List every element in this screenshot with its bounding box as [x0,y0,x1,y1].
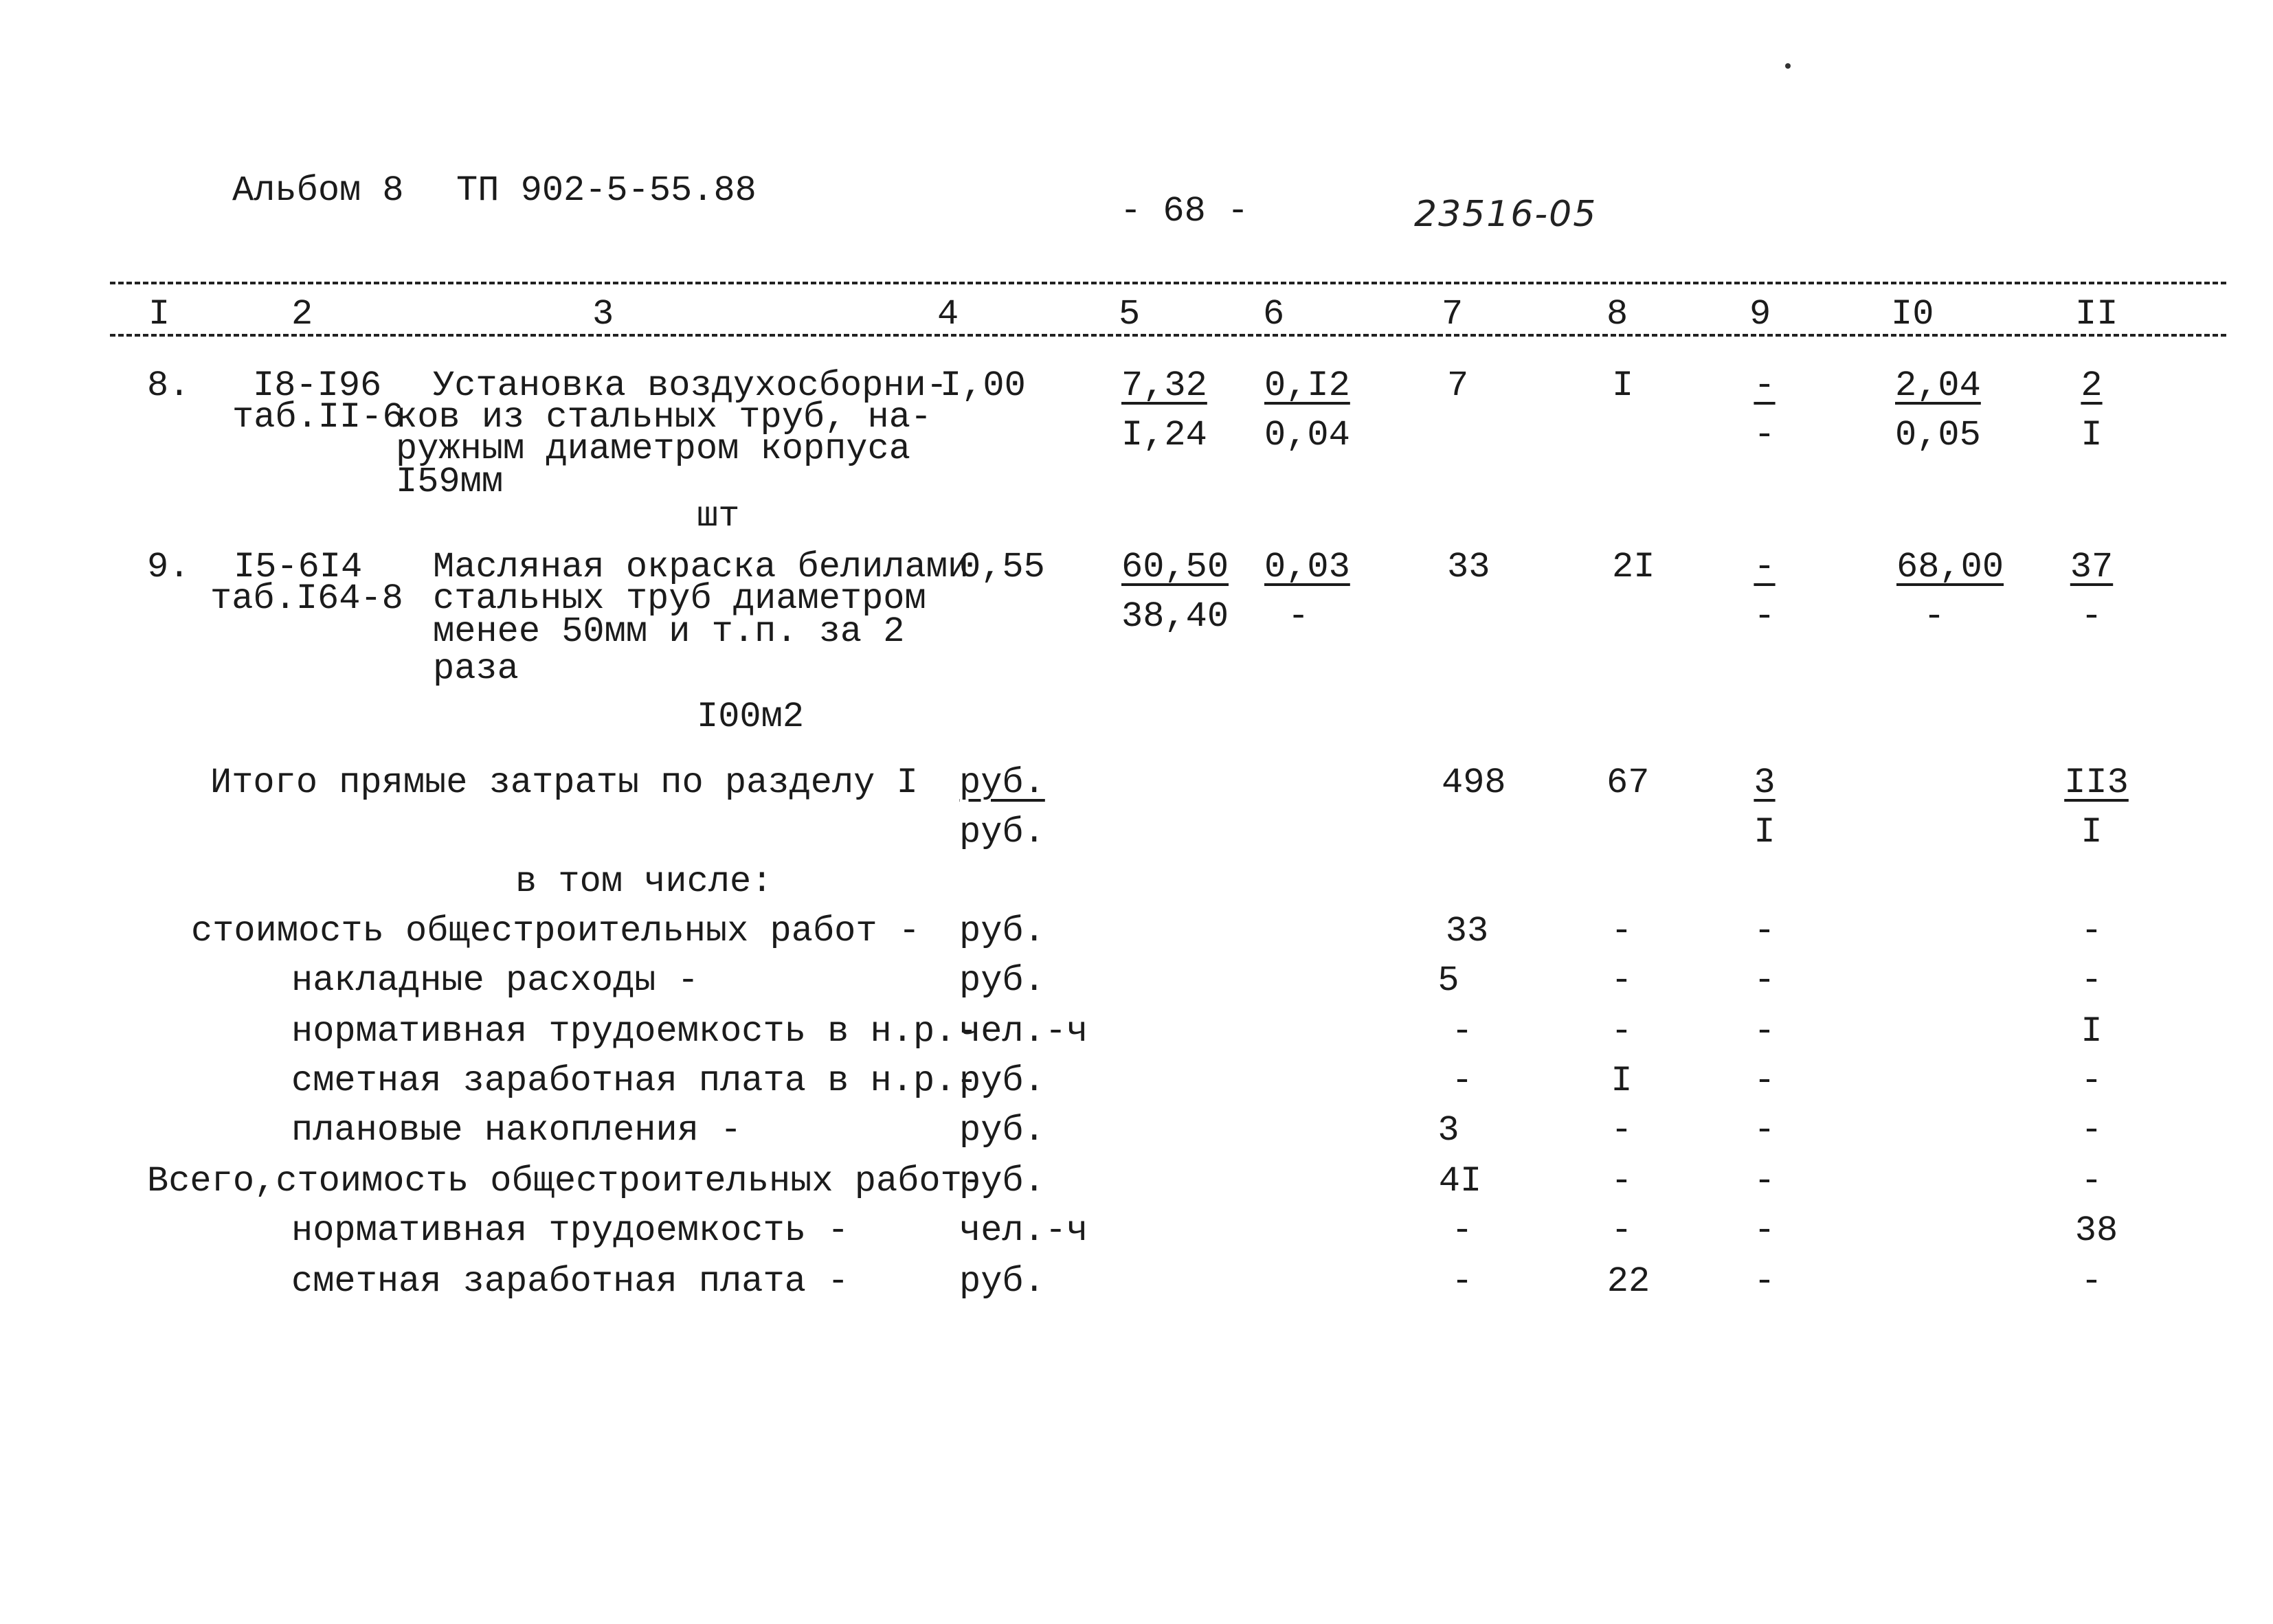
col-number-7: 7 [1442,294,1464,335]
breakdown-col9: - [1754,1011,1776,1052]
breakdown-col11: - [2081,911,2103,951]
col-number-2: 2 [291,294,313,335]
breakdown-col7: - [1451,1210,1473,1251]
col5-bottom: I,24 [1121,415,1207,455]
breakdown-col11: - [2081,1061,2103,1101]
breakdown-col7: - [1451,1011,1473,1052]
breakdown-unit: чел.-ч [959,1011,1088,1052]
col11-bottom: - [2081,596,2103,637]
description-line: стальных труб диаметром [433,578,926,619]
col9-bottom: - [1754,596,1776,637]
col-number-5: 5 [1119,294,1141,335]
breakdown-unit: руб. [959,1110,1045,1151]
col11-top: 2 [2081,365,2103,406]
breakdown-col7: - [1451,1061,1473,1101]
norm-code: I5-6I4 [234,547,363,587]
breakdown-col7: 4I [1438,1161,1482,1202]
breakdown-unit: руб. [959,911,1045,951]
description-line: Установка воздухосборни- [433,365,948,406]
breakdown-col11: - [2081,1110,2103,1151]
breakdown-label: накладные расходы - [291,960,699,1001]
breakdown-col9: - [1754,960,1776,1001]
breakdown-label: нормативная трудоемкость в н.р.- [291,1011,978,1052]
col-number-11: II [2075,294,2118,335]
col6-top: 0,03 [1264,547,1350,587]
total-col7: 498 [1442,763,1506,803]
col10-top: 68,00 [1896,547,2004,587]
col6-bottom: - [1288,596,1310,637]
quantity: 0,55 [959,547,1045,587]
handwritten-code: 23516-05 [1414,194,1598,235]
col11-top: 37 [2070,547,2114,587]
breakdown-unit: руб. [959,1261,1045,1302]
breakdown-col8: - [1611,911,1633,951]
breakdown-col11: - [2081,1161,2103,1202]
col11-bottom: I [2081,415,2103,455]
col-number-6: 6 [1263,294,1285,335]
col9-top: - [1754,547,1776,587]
description-line: ков из стальных труб, на- [396,397,932,438]
col6-bottom: 0,04 [1264,415,1350,455]
total-label: Итого прямые затраты по разделу I [210,763,918,803]
col8-value: I [1612,365,1634,406]
description-line: I59мм [396,462,504,502]
col-number-4: 4 [937,294,959,335]
breakdown-col8: - [1611,1011,1633,1052]
col-number-8: 8 [1606,294,1628,335]
breakdown-col11: - [2081,1261,2103,1302]
col7-value: 7 [1447,365,1469,406]
breakdown-col7: 3 [1437,1110,1459,1151]
breakdown-col8: 22 [1606,1261,1650,1302]
norm-table: таб.II-6 [232,397,404,438]
col5-top: 7,32 [1121,365,1207,406]
col10-bottom: 0,05 [1895,415,1981,455]
breakdown-col11: - [2081,960,2103,1001]
breakdown-col9: - [1754,1210,1776,1251]
total-col8: 67 [1606,763,1650,803]
breakdown-col8: - [1611,1110,1633,1151]
row-number: 8. [147,365,190,406]
page-number: - 68 - [1120,191,1249,232]
header-rule-top [110,282,2226,284]
col6-top: 0,I2 [1264,365,1350,406]
col5-bottom: 38,40 [1121,596,1229,637]
breakdown-label: Всего,стоимость общестроительных работ- [147,1161,983,1202]
total-unit-top: руб. [959,763,1045,803]
breakdown-label: сметная заработная плата в н.р.- [291,1061,978,1101]
breakdown-label: нормативная трудоемкость - [291,1210,849,1251]
breakdown-col7: - [1451,1261,1473,1302]
norm-table: таб.I64-8 [210,578,403,619]
total-col9-bottom: I [1754,812,1776,853]
row-number: 9. [147,547,190,587]
breakdown-col7: 33 [1445,911,1489,951]
col-number-10: I0 [1891,294,1934,335]
total-col9-top: 3 [1754,763,1776,803]
breakdown-label: плановые накопления - [291,1110,742,1151]
norm-code: I8-I96 [253,365,382,406]
col9-bottom: - [1754,415,1776,455]
breakdown-col11: 38 [2074,1210,2118,1251]
description-line: раза [433,649,519,689]
breakdown-col11: I [2081,1011,2103,1052]
col8-value: 2I [1612,547,1655,587]
breakdown-col9: - [1754,1110,1776,1151]
project-code: ТП 902-5-55.88 [456,170,757,211]
description-line: Масляная окраска белилами [433,547,970,587]
breakdown-col8: I [1611,1061,1633,1101]
col9-top: - [1754,365,1776,406]
description-line: менее 50мм и т.п. за 2 [433,611,905,652]
album-label: Альбом 8 [232,170,404,211]
breakdown-col9: - [1754,1261,1776,1302]
quantity: I,00 [940,365,1026,406]
description-line: ружным диаметром корпуса [396,429,910,469]
col-number-3: 3 [592,294,614,335]
breakdown-col9: - [1754,1161,1776,1202]
breakdown-col8: - [1611,1161,1633,1202]
breakdown-col9: - [1754,1061,1776,1101]
total-unit-bottom: руб. [959,812,1045,853]
col7-value: 33 [1447,547,1490,587]
breakdown-col7: 5 [1437,960,1459,1001]
speck [1785,63,1791,69]
breakdown-label: сметная заработная плата - [291,1261,849,1302]
col5-top: 60,50 [1121,547,1229,587]
breakdown-col8: - [1611,960,1633,1001]
breakdown-label: стоимость общестроительных работ - [191,911,920,951]
total-col11-top: II3 [2064,763,2129,803]
breakdown-unit: руб. [959,1161,1045,1202]
col-number-9: 9 [1749,294,1771,335]
breakdown-col9: - [1754,911,1776,951]
col10-bottom: - [1923,596,1945,637]
breakdown-unit: чел.-ч [959,1210,1088,1251]
col10-top: 2,04 [1895,365,1981,406]
unit: шт [697,496,740,537]
breakdown-unit: руб. [959,1061,1045,1101]
total-col11-bottom: I [2081,812,2103,853]
col-number-1: I [148,294,170,335]
breakdown-col8: - [1611,1210,1633,1251]
including-label: в том числе: [515,861,773,902]
unit: I00м2 [697,697,805,737]
breakdown-unit: руб. [959,960,1045,1001]
